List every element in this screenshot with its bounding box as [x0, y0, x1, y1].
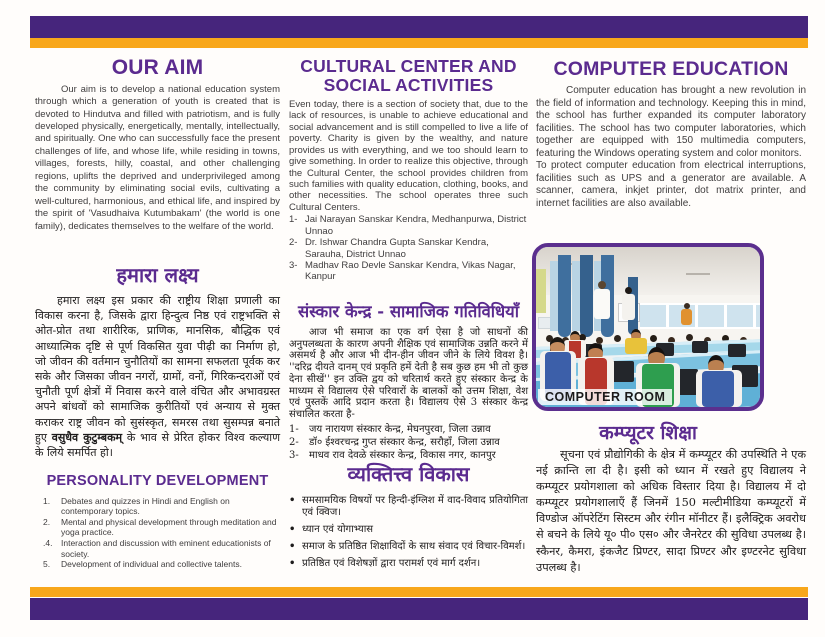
- item-number: 1-: [289, 214, 298, 226]
- computer-education-body2: To protect computer education from electrical interruptions, facilities such as UPS and a generator are available. A scanner, camera, inkjet printer, dot matrix printer, and internet facilities are also available.: [536, 160, 806, 209]
- hamara-body-post: के भाव से प्रेरित होकर विश्व कल्याण के लिये समर्पित हो।: [35, 430, 281, 460]
- computer-room-photo: [532, 243, 764, 411]
- computer-room-label: COMPUTER ROOM: [538, 389, 672, 405]
- bullet-text: ध्यान एवं योगाभ्यास: [302, 523, 374, 535]
- item-number: 3-: [289, 259, 298, 271]
- bottom-orange-band: [30, 587, 808, 597]
- sanskar-centers-list: [289, 423, 528, 463]
- item-text: माधव राव देवळे संस्कार केन्द्र, विकास नगर, कानपुर: [309, 450, 496, 462]
- cultural-title-line1: CULTURAL CENTER AND: [300, 56, 517, 76]
- item-number: 1.: [43, 495, 51, 506]
- photo-side-window: [536, 269, 546, 313]
- cultural-title-line2: SOCIAL ACTIVITIES: [323, 74, 494, 95]
- bullet-item: [289, 541, 528, 553]
- hamara-body-bold: वसुधैव कुटुम्बकम्: [51, 430, 123, 444]
- bullet-icon: •: [289, 540, 296, 552]
- personality-title: PERSONALITY DEVELOPMENT: [46, 473, 269, 489]
- top-purple-band: [30, 16, 808, 38]
- hamara-body-pre: हमारा लक्ष्य इस प्रकार की राष्ट्रीय शिक्षा प्रणाली का विकास करना है, जिसके द्वारा हिन्दुत्व निष्ठ एवं राष्ट्रभक्ति से ओत-प्रोत तथा शारीरिक, प्राणिक, मानसिक, बौद्धिक एवं आध्यात्मिक दृष्टि से पूर्ण विकसित युवा पीढ़ी का निर्माण हो, जो जीवन की वर्तमान चुनौतियों का सामना सफलता पूर्वक कर सके और जिसका जीवन नगरों, ग्रामों, वनों, गिरिकन्दराओं एवं चुनौती पूर्ण क्षेत्रों में निवास करने वाले वंचित और अभावग्रस्त अपने बांधवों को सामाजिक कुरीतियों एवं अन्याय से मुक्त कराकर राष्ट्र जीवन को सुसंस्कृत, समरस तथा सुसम्पन्न बनाते हुए: [35, 294, 280, 444]
- item-text: जय नारायण संस्कार केन्द्र, मेघनपुरवा, जिला उन्नाव: [309, 423, 491, 435]
- bullet-item: [289, 558, 528, 570]
- item-number: 2.: [43, 516, 51, 527]
- bottom-purple-band: [30, 598, 808, 620]
- list-item: [289, 436, 528, 449]
- hamara-lakshya-body: [35, 293, 280, 460]
- item-text: Interaction and discussion with eminent educationists of society.: [61, 538, 271, 559]
- computer-education-title: COMPUTER EDUCATION: [553, 58, 789, 80]
- bullet-item: [289, 495, 528, 519]
- list-item: [289, 237, 528, 260]
- item-number: 2-: [289, 437, 299, 449]
- list-item: [289, 214, 528, 237]
- computer-education-body1: Computer education has brought a new revolution in the field of information and technology. Keeping this in mind, the school has further expanded its computer laboratory facilities. The school has two computer laboratories, which together are equipped with 150 multimedia computers, featuring the Windows operating system and color monitors.: [536, 85, 806, 159]
- item-text: Jai Narayan Sanskar Kendra, Medhanpurwa, District Unnao: [305, 214, 527, 237]
- item-number: 1-: [289, 423, 299, 435]
- left-column: [35, 57, 280, 233]
- item-text: Dr. Ishwar Chandra Gupta Sanskar Kendra, Sarauha, District Unnao: [305, 237, 489, 260]
- computer-education-section: [536, 59, 806, 211]
- vyaktitva-bullet-list: [289, 495, 528, 570]
- list-item: [289, 260, 528, 283]
- cultural-centers-list: [289, 214, 528, 282]
- bullet-icon: •: [289, 495, 296, 506]
- hamara-lakshya-title: हमारा लक्ष्य: [116, 263, 199, 287]
- cultural-center-section: [289, 57, 528, 283]
- sanskar-kendra-section: [289, 299, 528, 463]
- bullet-item: [289, 524, 528, 536]
- bullet-icon: •: [289, 523, 296, 535]
- sanskar-kendra-title: संस्कार केन्द्र - सामाजिक गतिविधियाँ: [297, 302, 520, 321]
- item-number: 3-: [289, 450, 299, 462]
- photo-back-windows: [640, 303, 760, 329]
- list-item: [289, 423, 528, 436]
- list-item: [43, 517, 280, 538]
- top-orange-band: [30, 38, 808, 48]
- item-text: डॉ० ईश्वरचन्द्र गुप्त संस्कार केन्द्र, सरौहाँ, जिला उन्नाव: [309, 437, 500, 449]
- bullet-icon: •: [289, 557, 296, 569]
- computer-shiksha-title: कम्प्यूटर शिक्षा: [599, 422, 697, 444]
- ceiling-fan-icon: [686, 273, 710, 275]
- personality-development-section: [35, 474, 280, 570]
- personality-list: [35, 496, 280, 570]
- our-aim-title: OUR AIM: [111, 56, 204, 79]
- list-item: [43, 559, 280, 570]
- our-aim-body: Our aim is to develop a national education system through which a generation of youth is created that is devoted to Hindutva and filled with patriotism, and is fully developed physically, energetically, mentally, intellectually, and spiritually. One who can successfully face the present challenges of life, and whose life, while residing in towns, villages, forests, hilly, coastal, and other challenging regions, uplifts the deprived and underprivileged among the community by eliminating social evils, cultivating a well-cultured, harmonious, and ethical life, and inspired by the spirit of 'Vasudhaiva Kutumbakam' (the world is one family), dedicates themselves to the welfare of the world.: [35, 83, 280, 232]
- hamara-lakshya-section: [35, 261, 280, 460]
- list-item: [43, 538, 280, 559]
- item-number: 5.: [43, 559, 51, 570]
- item-number: 2-: [289, 237, 298, 249]
- list-item: [43, 496, 280, 517]
- cultural-body: Even today, there is a section of society that, due to the lack of resources, is unable to achieve educational and social advancement and is still compelled to live a life of poverty. Charity is given by the wealthy, and nature provides us with everything, and we too should learn to give something. In order to realize this objective, through the Cultural Center, the school provides children from such families with quality education, clothing, books, and other necessities. The school operates three such Cultural Centers.: [289, 98, 528, 213]
- bullet-text: प्रतिष्ठित एवं विशेषज्ञों द्वारा परामर्श एवं मार्ग दर्शन।: [302, 557, 481, 569]
- item-text: Mental and physical development through meditation and yoga practice.: [61, 516, 277, 538]
- item-text: Madhav Rao Devle Sanskar Kendra, Vikas Nagar, Kanpur: [305, 259, 516, 283]
- vyaktitva-vikas-title: व्यक्तित्त्व विकास: [347, 462, 470, 486]
- bullet-text: समसामयिक विषयों पर हिन्दी-इंग्लिश में वाद-विवाद प्रतियोगिता एवं क्विज।: [302, 495, 528, 518]
- computer-shiksha-body: सूचना एवं प्रौद्योगिकी के क्षेत्र में कम्प्यूटर की उपस्थिति ने एक नई क्रान्ति ला दी है। इसी को ध्यान में रखते हुए विद्यालय ने कम्प्यूटर प्रयोगशाला को अधिक विस्तार दिया है। विद्यालय में दो कम्प्यूटर प्रयोगशालाएँ हैं जिनमें 150 मल्टीमीडिया कम्प्यूटरों में विण्डोज ऑपरेटिंग सिस्टम और रंगीन मॉनीटर हैं। इलैक्ट्रिक अवरोध से बचने के लिये यू० पी० एस० और जैनरेटर की सुविधा उपलब्ध है। स्कैनर, कैमरा, इंकजैट प्रिण्टर, सादा प्रिण्टर और इण्टरनेट सुविधा उपलब्ध है।: [536, 448, 806, 574]
- bullet-text: समाज के प्रतिष्ठित शिक्षाविदों के साथ संवाद एवं विचार-विमर्श।: [302, 540, 526, 552]
- item-text: Debates and quizzes in Hindi and English on contemporary topics.: [61, 495, 230, 517]
- vyaktitva-vikas-section: [289, 460, 528, 575]
- sanskar-kendra-body: आज भी समाज का एक वर्ग ऐसा है जो साधनों की अनुपलब्धता के कारण अपनी शैक्षिक एवं सामाजिक उन्नति करने में असमर्थ है और आज भी दीन-हीन जीवन जीने के लिये विवश है। ''दरिद्र दीयते दानम् एवं प्रकृति हमें देती है सब कुछ हम भी तो कुछ देना सीखें'' इन उक्ति द्वय को चरितार्थ करते हुए संस्कार केन्द्र के माध्यम से विद्यालय ऐसे परिवारों के बालकों को उत्तम शिक्षा, वेश एवं पुस्तकें आदि प्रदान करता है। विद्यालय ऐसे 3 संस्कार केन्द्र संचालित करता है-: [289, 327, 528, 420]
- item-text: Development of individual and collective talents.: [61, 559, 242, 570]
- item-number: .4.: [43, 538, 53, 549]
